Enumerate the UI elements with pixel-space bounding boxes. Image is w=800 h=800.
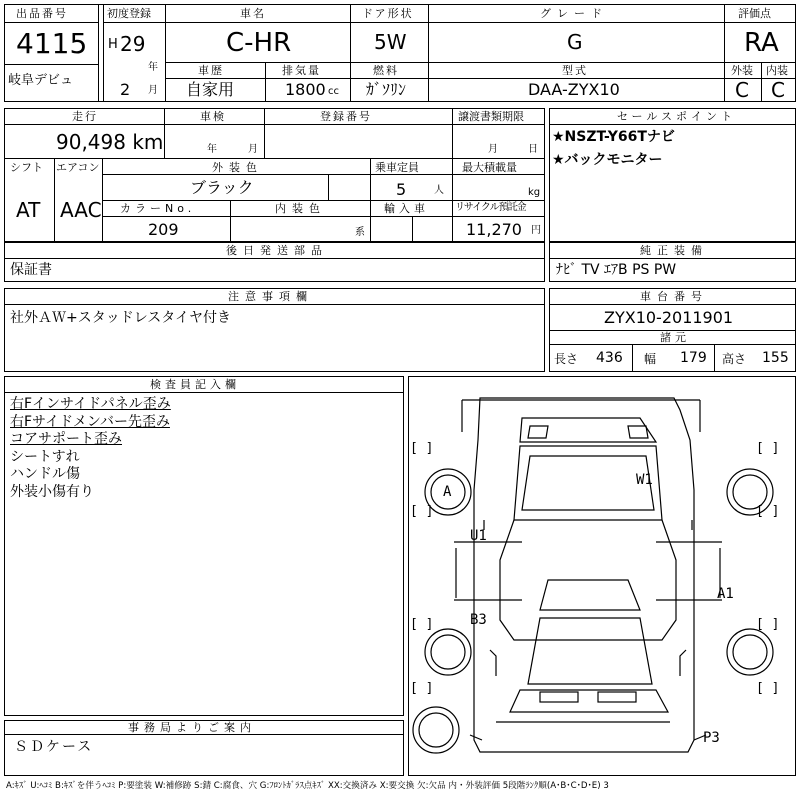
interior-score: C <box>771 78 785 102</box>
height-value: 155 <box>762 350 789 366</box>
width-value: 179 <box>680 350 707 366</box>
shift-label: シフト <box>10 161 43 174</box>
capacity: 5 <box>396 180 407 199</box>
exterior-color: ブラック <box>190 178 254 197</box>
office-value: ＳＤケース <box>14 739 94 755</box>
fuel: ｶﾞｿﾘﾝ <box>366 80 407 99</box>
bracket-mark: [ ] <box>756 441 780 456</box>
inspection-year-unit: 年 <box>207 144 217 155</box>
month-unit: 月 <box>148 85 158 96</box>
accessories-label: 後日発送部品 <box>226 244 328 257</box>
equipment-label: 純正装備 <box>640 244 708 257</box>
spare-wheel <box>413 707 459 753</box>
bracket-mark: [ ] <box>410 504 434 519</box>
model-label: 型式 <box>562 64 588 77</box>
shift: AT <box>16 198 41 222</box>
spec-label: 諸元 <box>660 331 690 344</box>
inspector-label: 検査員記入欄 <box>150 378 240 391</box>
height-label: 高さ <box>722 352 747 366</box>
grade-label: グレード <box>540 7 608 20</box>
interior-color-label: 内装色 <box>275 202 326 215</box>
sales-point-item: ★NSZT-Y66Tナビ <box>552 129 675 145</box>
door-type: 5W <box>374 30 407 54</box>
inspector-note-line: ハンドル傷 <box>10 466 80 482</box>
exterior-label: 外装 <box>731 64 753 77</box>
color-number: 209 <box>148 220 179 239</box>
score: RA <box>744 28 779 58</box>
inspector-note-line: 右Fサイドメンバー先歪み <box>10 413 170 430</box>
damage-mark: A1 <box>717 586 734 602</box>
chassis-label: 車台番号 <box>640 290 708 303</box>
bracket-mark: [ ] <box>410 681 434 696</box>
sales-point-item: ★バックモニター <box>552 152 663 168</box>
exterior-color-label: 外装色 <box>212 161 263 174</box>
inspector-note-line: 右Fインサイドパネル歪み <box>10 396 171 412</box>
first-registration-label: 初度登録 <box>107 7 151 20</box>
transfer-day-unit: 日 <box>528 144 538 155</box>
bracket-mark: [ ] <box>756 504 780 519</box>
first-reg-year: 29 <box>120 32 146 56</box>
damage-mark: A <box>443 484 452 500</box>
sales-points-label: セールスポイント <box>617 110 737 123</box>
score-label: 評価点 <box>738 7 771 20</box>
notes-label: 注意事項欄 <box>228 290 313 303</box>
model: DAA-ZYX10 <box>528 80 620 99</box>
damage-mark: B3 <box>470 612 487 628</box>
max-load-unit: kg <box>528 187 541 198</box>
inspector-note-line: コアサポート歪み <box>10 431 122 447</box>
history-label: 車歴 <box>198 64 224 77</box>
ac-label: エアコン <box>56 161 100 174</box>
lot-number-label: 出品番号 <box>16 7 68 20</box>
interior-label: 内装 <box>766 64 788 77</box>
bracket-mark: [ ] <box>756 681 780 696</box>
fuel-label: 燃料 <box>373 64 399 77</box>
legend: A:ｷｽﾞ U:ﾍｺﾐ B:ｷｽﾞを伴うﾍｺﾐ P:要塗装 W:補修跡 S:錆 C:腐食、穴 G:ﾌﾛﾝﾄｶﾞﾗｽ点ｷｽﾞ XX:交換済み X:要交換 欠:欠品 内・外装評価 5段階ﾗﾝｸ順(A･B･C･D･E) 3 <box>6 781 609 791</box>
inspection-label: 車検 <box>200 110 226 123</box>
door-type-label: ドア形状 <box>362 7 414 20</box>
displacement-label: 排気量 <box>282 64 321 77</box>
recycle-fee: 11,270 <box>466 220 522 239</box>
year-unit: 年 <box>148 62 158 73</box>
color-number-label: カラーNo. <box>120 202 196 215</box>
length-value: 436 <box>596 350 623 366</box>
accessories-value: 保証書 <box>10 262 52 278</box>
debut-text: 岐阜デビュ <box>8 73 74 88</box>
bracket-mark: [ ] <box>410 441 434 456</box>
damage-mark: U1 <box>470 528 487 544</box>
car-name-label: 車名 <box>240 7 266 20</box>
mileage-label: 走行 <box>72 110 98 123</box>
displacement-unit: cc <box>328 86 339 97</box>
capacity-unit: 人 <box>434 185 444 196</box>
lot-number: 4115 <box>16 27 88 60</box>
era: H <box>108 37 118 52</box>
damage-mark: P3 <box>703 730 720 746</box>
first-reg-month: 2 <box>120 80 131 99</box>
inspection-month-unit: 月 <box>248 144 258 155</box>
equipment-value: ﾅﾋﾞ TV ｴｱB PS PW <box>556 262 677 278</box>
bracket-mark: [ ] <box>410 617 434 632</box>
recycle-label: リサイクル預託金 <box>455 202 526 213</box>
car-name: C-HR <box>226 28 292 58</box>
history: 自家用 <box>186 80 235 99</box>
length-label: 長さ <box>554 352 579 366</box>
grade: G <box>567 30 583 54</box>
notes-value: 社外ＡＷ+スタッドレスタイヤ付き <box>10 310 232 326</box>
max-load-label: 最大積載量 <box>462 161 517 174</box>
interior-color-unit: 系 <box>355 227 365 238</box>
width-label: 幅 <box>644 352 657 366</box>
transfer-deadline-label: 譲渡書類期限 <box>458 110 524 123</box>
import-label: 輸入車 <box>384 202 429 215</box>
transfer-month-unit: 月 <box>488 144 498 155</box>
chassis-number: ZYX10-2011901 <box>604 308 734 327</box>
exterior-score: C <box>735 78 749 102</box>
bracket-mark: [ ] <box>756 617 780 632</box>
displacement: 1800 <box>285 80 326 99</box>
inspector-note-line: 外装小傷有り <box>10 483 94 500</box>
damage-mark: W1 <box>636 472 653 488</box>
cabin <box>522 456 654 510</box>
recycle-unit: 円 <box>531 225 541 236</box>
mileage: 90,498 km <box>56 130 164 154</box>
capacity-label: 乗車定員 <box>375 161 419 174</box>
wheel-rear-left <box>425 629 471 675</box>
inspector-note-line: シートすれ <box>10 448 80 465</box>
registration-number-label: 登録番号 <box>320 110 372 123</box>
wheel-rear-right <box>727 629 773 675</box>
ac: AAC <box>60 198 102 222</box>
office-label: 事務局よりご案内 <box>128 721 256 734</box>
